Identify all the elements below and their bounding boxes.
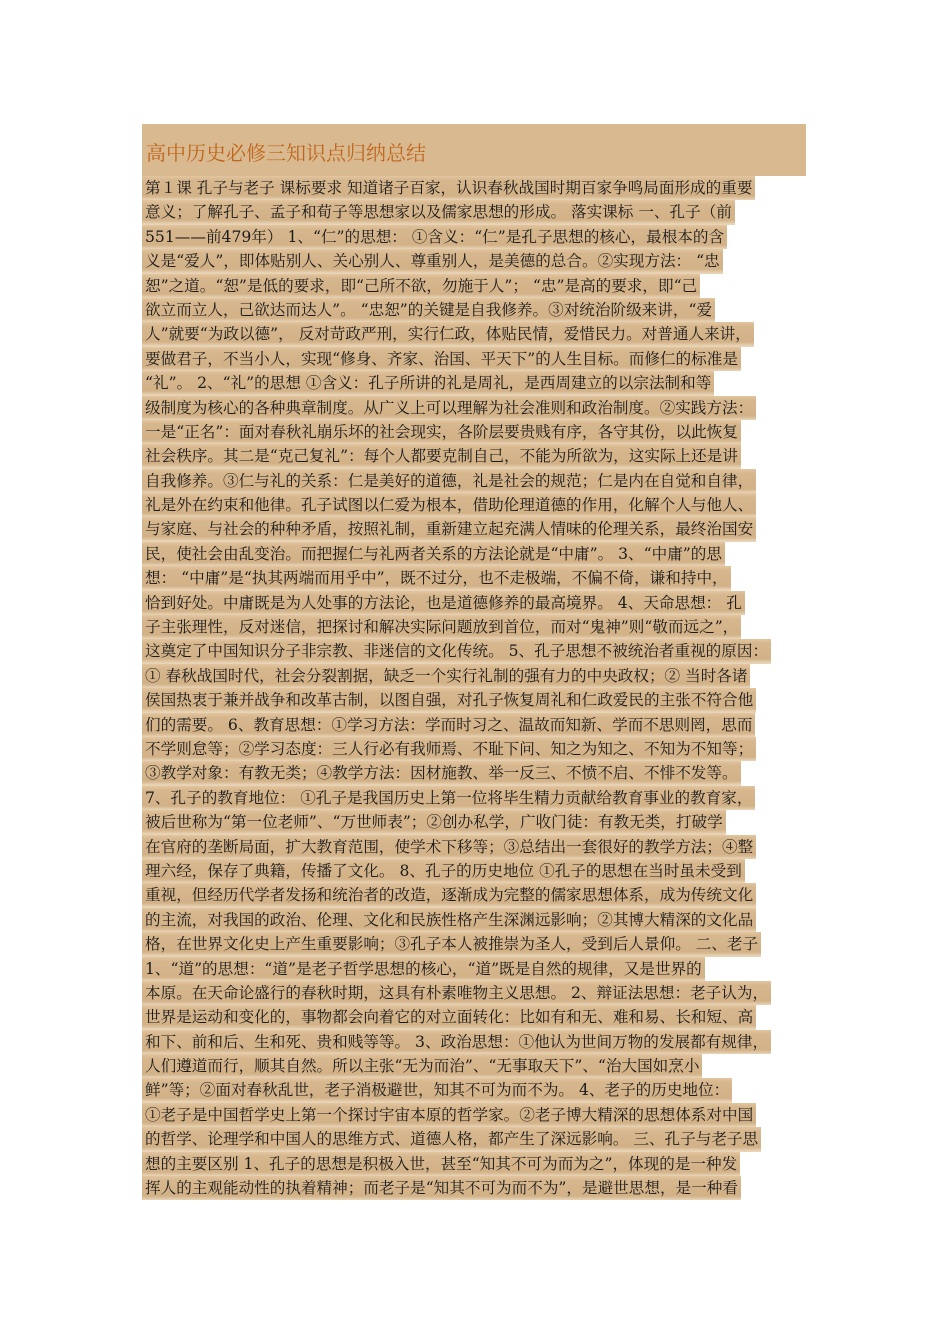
text-line-content: ① 春秋战国时代，社会分裂割据，缺乏一个实行礼制的强有力的中央政权；② 当时各诸: [142, 664, 750, 688]
text-line-content: 1、“道”的思想：“道”是老子哲学思想的核心，“道”既是自然的规律，又是世界的: [142, 957, 705, 981]
text-line: [142, 322, 814, 346]
text-line: [142, 420, 814, 444]
text-line: [142, 225, 814, 249]
text-line: [142, 200, 814, 224]
text-line: [142, 1054, 814, 1078]
text-line-content: 义是“爱人”，即体贴别人、关心别人、尊重别人，是美德的总合。②实现方法： “忠: [142, 249, 723, 273]
text-line: [142, 591, 814, 615]
text-line-content: 的哲学、论理学和中国人的思维方式、道德人格，都产生了深远影响。 三、孔子与老子思: [142, 1127, 761, 1151]
text-line-content: 人们遵道而行，顺其自然。所以主张“无为而治”、“无事取天下”、“治大国如烹小: [142, 1054, 702, 1078]
text-line: [142, 274, 814, 298]
text-line-content: 们的需要。 6、教育思想：①学习方法：学而时习之、温故而知新、学而不思则罔，思而: [142, 713, 755, 737]
text-line: [142, 542, 814, 566]
text-line-content: 民，使社会由乱变治。而把握仁与礼两者关系的方法论就是“中庸”。 3、“中庸”的思: [142, 542, 725, 566]
text-line: [142, 713, 814, 737]
text-line: [142, 883, 814, 907]
text-line: [142, 1103, 814, 1127]
text-line-content: 的主流，对我国的政治、伦理、文化和民族性格产生深渊远影响；②其博大精深的文化品: [142, 908, 756, 932]
text-line-content: 人”就要“为政以德”， 反对苛政严刑，实行仁政，体贴民情，爱惜民力。对普通人来讲，: [142, 322, 754, 346]
text-line-content: 自我修养。③仁与礼的关系：仁是美好的道德，礼是社会的规范；仁是内在自觉和自律，: [142, 469, 756, 493]
text-line-content: 想： “中庸”是“执其两端而用乎中”，既不过分，也不走极端，不偏不倚，谦和持中，: [142, 566, 731, 590]
text-line-content: 在官府的垄断局面，扩大教育范围，使学术下移等；③总结出一套很好的教学方法；④整: [142, 835, 756, 859]
text-line-content: 与家庭、与社会的种种矛盾，按照礼制，重新建立起充满人情味的伦理关系，最终治国安: [142, 517, 756, 541]
text-line: [142, 1176, 814, 1200]
text-line-content: 社会秩序。其二是“克己复礼”：每个人都要克制自己，不能为所欲为，这实际上还是讲: [142, 444, 741, 468]
text-line: [142, 908, 814, 932]
text-line-content: 子主张理性，反对迷信，把探讨和解决实际问题放到首位，而对“鬼神”则“敬而远之”，: [142, 615, 741, 639]
text-line-content: 世界是运动和变化的，事物都会向着它的对立面转化：比如有和无、难和易、长和短、高: [142, 1005, 756, 1029]
text-line: [142, 396, 814, 420]
text-line-content: 理六经，保存了典籍，传播了文化。 8、孔子的历史地位 ①孔子的思想在当时虽未受到: [142, 859, 745, 883]
text-line-content: 恰到好处。中庸既是为人处事的方法论，也是道德修养的最高境界。 4、天命思想： 孔: [142, 591, 745, 615]
text-line: [142, 786, 814, 810]
text-line-content: 被后世称为“第一位老师”、“万世师表”；②创办私学，广收门徒：有教无类，打破学: [142, 810, 726, 834]
text-line-content: 礼是外在约束和他律。孔子试图以仁爱为根本，借助伦理道德的作用，化解个人与他人、: [142, 493, 756, 517]
text-line-content: ③教学对象：有教无类；④教学方法：因材施教、举一反三、不愤不启、不悱不发等。: [142, 761, 741, 785]
text-line: [142, 469, 814, 493]
text-line-content: ①老子是中国哲学史上第一个探讨宇宙本原的哲学家。②老子博大精深的思想体系对中国: [142, 1103, 756, 1127]
text-line: [142, 444, 814, 468]
text-line-content: 想的主要区别 1、孔子的思想是积极入世，甚至“知其不可为而为之”，体现的是一种发: [142, 1152, 740, 1176]
text-line: [142, 249, 814, 273]
text-line: [142, 1078, 814, 1102]
text-line: [142, 761, 814, 785]
text-line: [142, 517, 814, 541]
text-line: [142, 493, 814, 517]
text-line: [142, 810, 814, 834]
text-line: [142, 639, 814, 663]
text-line-content: 欲立而立人，己欲达而达人”。 “忠恕”的关键是自我修养。③对统治阶级来讲，“爱: [142, 298, 715, 322]
text-line: [142, 566, 814, 590]
text-line: [142, 737, 814, 761]
text-line-content: 551——前479年） 1、“仁”的思想： ①含义：“仁”是孔子思想的核心，最根本的含: [142, 225, 727, 249]
text-line-content: 挥人的主观能动性的执着精神；而老子是“知其不可为而不为”，是避世思想，是一种看: [142, 1176, 741, 1200]
text-line: [142, 932, 814, 956]
text-line: [142, 1030, 814, 1054]
text-line-content: 7、孔子的教育地位： ①孔子是我国历史上第一位将毕生精力贡献给教育事业的教育家，: [142, 786, 755, 810]
text-line: [142, 176, 814, 200]
text-line-content: “礼”。 2、“礼”的思想 ①含义：孔子所讲的礼是周礼，是西周建立的以宗法制和等: [142, 371, 714, 395]
text-line-content: 这奠定了中国知识分子非宗教、非迷信的文化传统。 5、孔子思想不被统治者重视的原因：: [142, 639, 771, 663]
document-body: [142, 176, 814, 1200]
text-line-content: 恕”之道。“恕”是低的要求，即“己所不欲，勿施于人”； “忠”是高的要求，即“己: [142, 274, 700, 298]
text-line-content: 一是“正名”：面对春秋礼崩乐坏的社会现实，各阶层要贵贱有序，各守其份，以此恢复: [142, 420, 741, 444]
text-line: [142, 1127, 814, 1151]
text-line: [142, 615, 814, 639]
text-line: [142, 1005, 814, 1029]
text-line-content: 重视，但经历代学者发扬和统治者的改造，逐渐成为完整的儒家思想体系，成为传统文化: [142, 883, 756, 907]
text-line: [142, 298, 814, 322]
text-line-content: 第１课 孔子与老子 课标要求 知道诸子百家，认识春秋战国时期百家争鸣局面形成的重要: [142, 176, 755, 200]
text-line: [142, 347, 814, 371]
text-line-content: 要做君子，不当小人，实现“修身、齐家、治国、平天下”的人生目标。而修仁的标准是: [142, 347, 741, 371]
text-line: [142, 859, 814, 883]
text-line: [142, 371, 814, 395]
text-line: [142, 957, 814, 981]
text-line: [142, 835, 814, 859]
text-line: [142, 1152, 814, 1176]
text-line-content: 级制度为核心的各种典章制度。从广义上可以理解为社会准则和政治制度。②实践方法：: [142, 396, 756, 420]
text-line-content: 格，在世界文化史上产生重要影响；③孔子本人被推崇为圣人，受到后人景仰。 二、老子: [142, 932, 761, 956]
text-line-content: 不学则怠等；②学习态度：三人行必有我师焉、不耻下问、知之为知之、不知为不知等；: [142, 737, 756, 761]
text-line-content: 意义；了解孔子、孟子和荀子等思想家以及儒家思想的形成。 落实课标 一、孔子（前: [142, 200, 735, 224]
text-line: [142, 664, 814, 688]
text-line: [142, 981, 814, 1005]
text-line-content: 侯国热衷于兼并战争和改革古制，以图自强，对孔子恢复周礼和仁政爱民的主张不符合他: [142, 688, 756, 712]
text-line-content: 和下、前和后、生和死、贵和贱等等。 3、政治思想：①他认为世间万物的发展都有规律，: [142, 1030, 771, 1054]
text-line-content: 鲜”等；②面对春秋乱世，老子消极避世，知其不可为而不为。 4、老子的历史地位：: [142, 1078, 732, 1102]
document-title: 高中历史必修三知识点归纳总结: [146, 141, 426, 165]
text-line-content: 本原。在天命论盛行的春秋时期，这具有朴素唯物主义思想。 2、辩证法思想：老子认为，: [142, 981, 771, 1005]
text-line: [142, 688, 814, 712]
